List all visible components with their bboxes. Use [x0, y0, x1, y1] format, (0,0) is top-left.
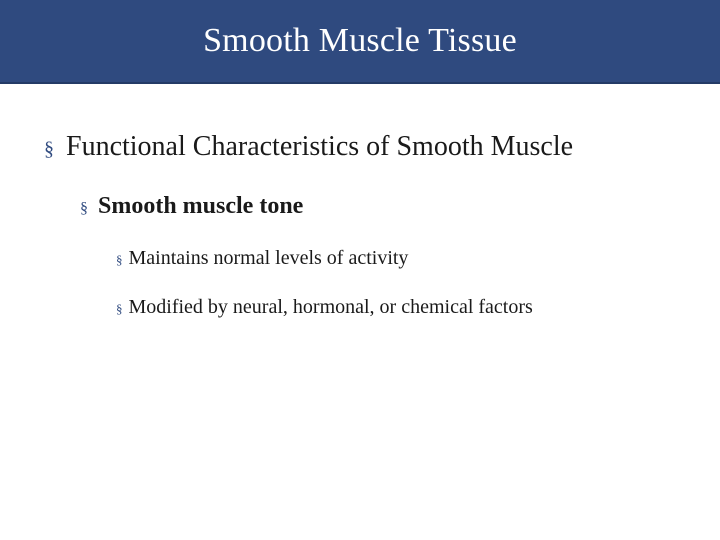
bullet-level-1 — [44, 131, 573, 163]
bullet-text: Smooth muscle tone — [98, 193, 304, 219]
bullet-marker-icon: § — [80, 200, 88, 217]
bullet-level-2 — [80, 193, 303, 220]
bullet-marker-icon: § — [116, 252, 123, 267]
bullet-marker-icon: § — [116, 301, 123, 316]
slide-title: Smooth Muscle Tissue — [203, 22, 517, 59]
bullet-marker-icon: § — [44, 138, 54, 160]
bullet-text: Functional Characteristics of Smooth Muscle — [66, 131, 574, 162]
bullet-level-3 — [116, 247, 408, 270]
bullet-text: Modified by neural, hormonal, or chemical factors — [128, 296, 533, 318]
title-bar — [0, 0, 720, 84]
bullet-level-3 — [116, 296, 533, 319]
bullet-text: Maintains normal levels of activity — [128, 247, 409, 269]
